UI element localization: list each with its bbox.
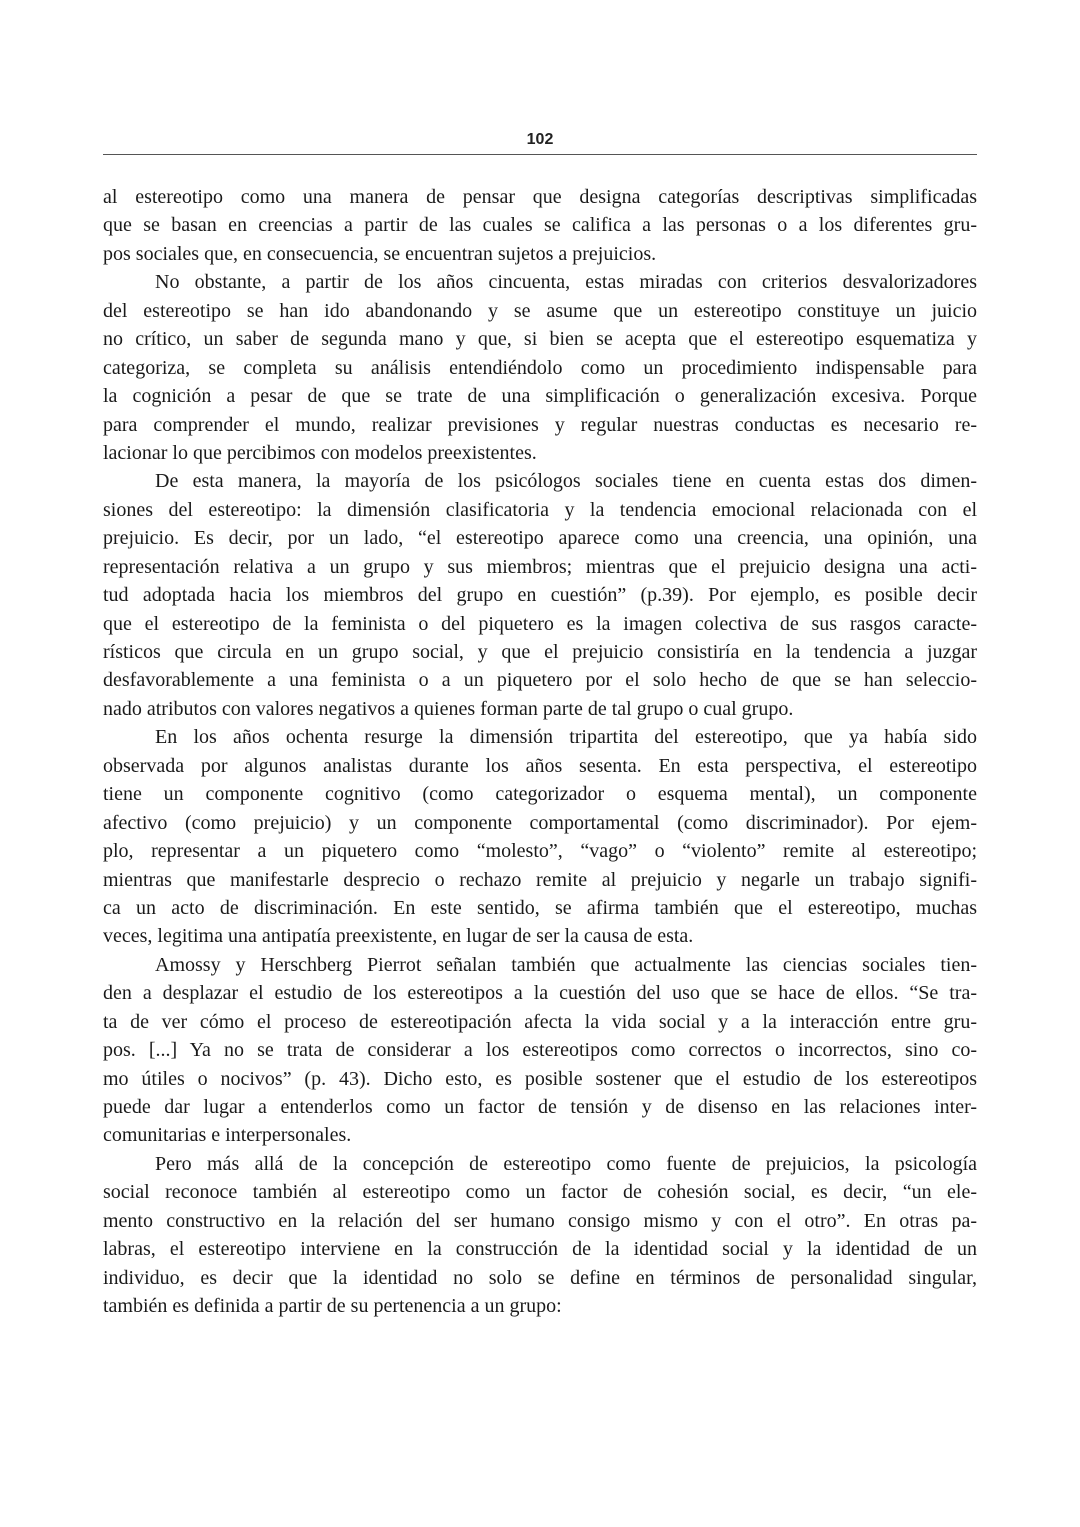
text-line: veces, legitima una antipatía preexistente, en lugar de ser la causa de esta. xyxy=(103,925,694,948)
text-line: comunitarias e interpersonales. xyxy=(103,1124,352,1147)
text-line: En los años ochenta resurge la dimensión tripartita del estereotipo, que ya había sido xyxy=(155,726,977,749)
body-text xyxy=(103,183,977,1321)
text-line: lacionar lo que percibimos con modelos preexistentes. xyxy=(103,441,537,464)
text-line: social reconoce también al estereotipo como un factor de cohesión social, es decir, “un ele- xyxy=(103,1181,977,1204)
text-line: que se basan en creencias a partir de las cuales se califica a las personas o a los diferentes gru- xyxy=(103,214,977,237)
text-line: pos sociales que, en consecuencia, se encuentran sujetos a prejuicios. xyxy=(103,242,657,265)
text-line: pos. [...] Ya no se trata de considerar a los estereotipos como correctos o incorrectos, sino co- xyxy=(103,1039,977,1062)
text-line: desfavorablemente a una feminista o a un piquetero por el solo hecho de que se han seleccio- xyxy=(103,669,977,692)
paragraph xyxy=(103,951,977,1150)
text-line: observada por algunos analistas durante los años sesenta. En esta perspectiva, el estereotipo xyxy=(103,754,977,777)
text-line: categoriza, se completa su análisis entendiéndolo como un procedimiento indispensable para xyxy=(103,356,977,379)
paragraph xyxy=(103,467,977,723)
text-line: ca un acto de discriminación. En este sentido, se afirma también que el estereotipo, muchas xyxy=(103,896,977,919)
text-line: No obstante, a partir de los años cincuenta, estas miradas con criterios desvalorizadores xyxy=(155,271,977,294)
text-line: Pero más allá de la concepción de estereotipo como fuente de prejuicios, la psicología xyxy=(155,1152,977,1175)
text-line: del estereotipo se han ido abandonando y se asume que un estereotipo constituye un juicio xyxy=(103,299,977,322)
text-line: mento constructivo en la relación del ser humano consigo mismo y con el otro”. En otras pa- xyxy=(103,1209,977,1232)
text-line: mo útiles o nocivos” (p. 43). Dicho esto, es posible sostener que el estudio de los estereotipos xyxy=(103,1067,977,1090)
text-line: ta de ver cómo el proceso de estereotipación afecta la vida social y a la interacción entre gru- xyxy=(103,1010,977,1033)
paragraph xyxy=(103,268,977,467)
text-line: den a desplazar el estudio de los estereotipos a la cuestión del uso que se hace de ellos. “Se tra- xyxy=(103,982,977,1005)
text-line: también es definida a partir de su pertenencia a un grupo: xyxy=(103,1295,562,1318)
page-number: 102 xyxy=(526,131,554,148)
text-line: mientras que manifestarle desprecio o rechazo remite al prejuicio y negarle un trabajo signifi- xyxy=(103,868,977,891)
text-line: tiene un componente cognitivo (como categorizador o esquema mental), un componente xyxy=(103,783,977,806)
text-line: labras, el estereotipo interviene en la construcción de la identidad social y la identidad de un xyxy=(103,1238,977,1261)
text-line: nado atributos con valores negativos a quienes forman parte de tal grupo o cual grupo. xyxy=(103,697,794,720)
text-line: individuo, es decir que la identidad no solo se define en términos de personalidad singular, xyxy=(103,1266,977,1289)
text-line: la cognición a pesar de que se trate de una simplificación o generalización excesiva. Porque xyxy=(103,385,977,408)
text-line: al estereotipo como una manera de pensar que designa categorías descriptivas simplificadas xyxy=(103,186,977,208)
text-line: De esta manera, la mayoría de los psicólogos sociales tiene en cuenta estas dos dimen- xyxy=(155,470,977,493)
text-line: que el estereotipo de la feminista o del piquetero es la imagen colectiva de sus rasgos caracte- xyxy=(103,612,977,635)
text-line: plo, representar a un piquetero como “molesto”, “vago” o “violento” remite al estereotipo; xyxy=(103,840,977,863)
text-line: prejuicio. Es decir, por un lado, “el estereotipo aparece como una creencia, una opinión, una xyxy=(103,527,977,550)
text-line: representación relativa a un grupo y sus miembros; mientras que el prejuicio designa una acti- xyxy=(103,555,977,578)
text-line: Amossy y Herschberg Pierrot señalan también que actualmente las ciencias sociales tien- xyxy=(155,953,977,976)
header-rule xyxy=(103,154,977,155)
text-line: afectivo (como prejuicio) y un componente comportamental (como discriminador). Por ejem- xyxy=(103,811,977,834)
text-line: para comprender el mundo, realizar previsiones y regular nuestras conductas es necesario re- xyxy=(103,413,977,436)
paragraph xyxy=(103,183,977,268)
text-line: puede dar lugar a entenderlos como un factor de tensión y de disenso en las relaciones inter- xyxy=(103,1096,977,1118)
text-line: tud adoptada hacia los miembros del grupo en cuestión” (p.39). Por ejemplo, es posible decir xyxy=(103,584,977,607)
text-line: no crítico, un saber de segunda mano y que, si bien se acepta que el estereotipo esquematiza y xyxy=(103,328,977,351)
paragraph xyxy=(103,1150,977,1321)
paragraph xyxy=(103,723,977,951)
text-line: rísticos que circula en un grupo social, y que el prejuicio consistiría en la tendencia a juzgar xyxy=(103,641,977,663)
text-line: siones del estereotipo: la dimensión clasificatoria y la tendencia emocional relacionada con el xyxy=(103,498,977,521)
